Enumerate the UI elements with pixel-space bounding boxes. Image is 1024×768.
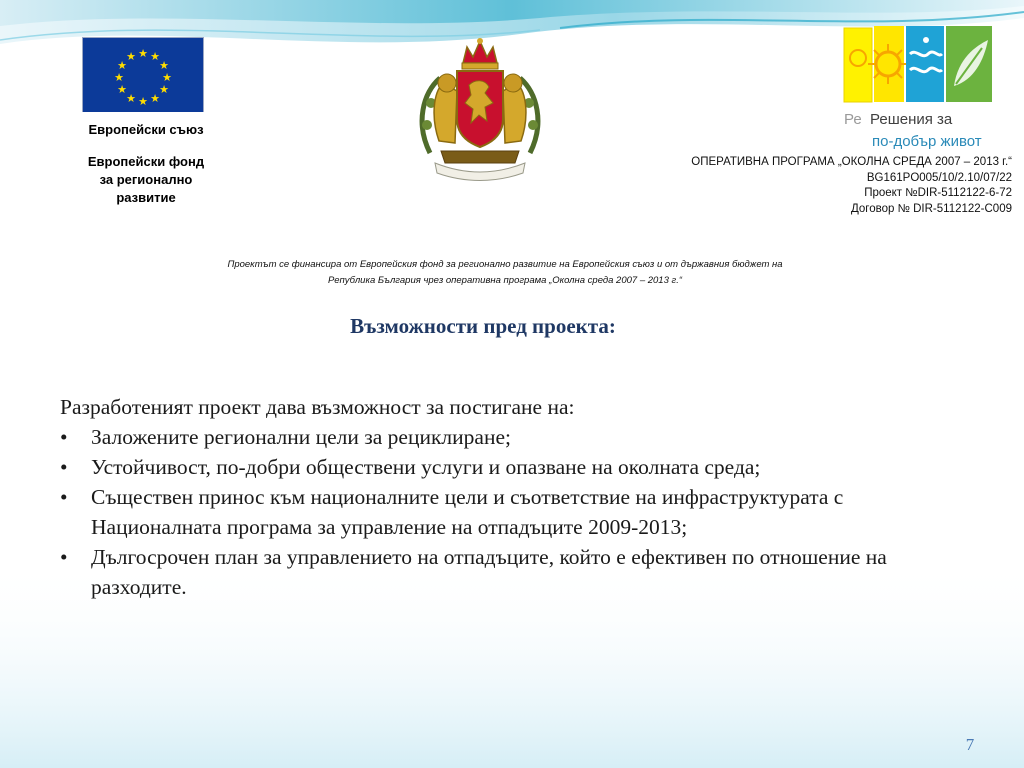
op-contract-number: Договор № DIR-5112122-C009 <box>850 202 1012 215</box>
bullet-item <box>60 542 970 602</box>
svg-text:★: ★ <box>126 50 136 63</box>
funding-line-1: Проектът се финансира от Европейския фонд за регионално развитие на Европейския съюз и от държавния бюджет на <box>227 259 783 270</box>
op-logo-text-c: по-добър живот <box>872 133 982 150</box>
svg-text:★: ★ <box>159 83 169 96</box>
bullet-text: Дългосрочен план за управлението на отпадъците, който е ефективен по отношение на разходите. <box>91 545 887 599</box>
bullet-text: Устойчивост, по-добри обществени услуги и опазване на околната среда; <box>91 455 761 479</box>
svg-text:★: ★ <box>114 71 124 84</box>
svg-text:★: ★ <box>150 50 160 63</box>
eu-fund-label: Европейски фонд за регионално развитие <box>87 154 205 205</box>
slide-body <box>60 392 970 602</box>
op-info-block <box>582 155 1012 217</box>
bullet-text: Заложените регионални цели за рециклиране; <box>91 425 511 449</box>
op-project-number: Проект №DIR-5112122-6-72 <box>864 187 1012 199</box>
svg-text:★: ★ <box>162 71 172 84</box>
op-environment-logo <box>842 24 1024 152</box>
op-program-title: ОПЕРАТИВНА ПРОГРАМА „ОКОЛНА СРЕДА 2007 – 2013 г.“ <box>691 156 1012 168</box>
op-program-code: BG161PO005/10/2.10/07/22 <box>866 171 1012 184</box>
funding-line-2: Република България чрез оперативна програма „Околна среда 2007 – 2013 г.“ <box>327 275 682 286</box>
bullet-item <box>60 452 970 482</box>
svg-text:★: ★ <box>117 59 127 72</box>
bullet-item <box>60 422 970 452</box>
bullet-dot-icon: • <box>60 485 68 509</box>
bullet-item <box>60 482 970 542</box>
funding-statement <box>150 257 860 289</box>
svg-text:★: ★ <box>138 47 148 60</box>
svg-text:★: ★ <box>150 92 160 105</box>
bullet-dot-icon: • <box>60 425 68 449</box>
slide-title: Възможности пред проекта: <box>350 314 616 338</box>
body-intro: Разработеният проект дава възможност за постигане на: <box>60 395 575 419</box>
svg-text:★: ★ <box>126 92 136 105</box>
eu-stars-icon <box>83 38 203 116</box>
svg-text:★: ★ <box>117 83 127 96</box>
eu-labels <box>60 112 232 212</box>
op-logo-text-b: Решения за <box>870 111 953 128</box>
svg-text:★: ★ <box>159 59 169 72</box>
bullet-text: Съществен принос към националните цели и съответствие на инфраструктурата с Националната програма за управление на отпадъците 2009-2013; <box>91 485 844 539</box>
op-environment-logo-icon <box>842 24 1024 152</box>
svg-text:★: ★ <box>138 95 148 108</box>
bullet-dot-icon: • <box>60 545 68 569</box>
eu-flag <box>82 37 204 117</box>
op-logo-text-a: Ре <box>844 111 862 128</box>
bullet-list <box>60 422 970 602</box>
bullet-dot-icon: • <box>60 455 68 479</box>
page-number: 7 <box>965 735 975 754</box>
bulgaria-coat-of-arms-icon <box>405 33 555 183</box>
eu-union-label: Европейски съюз <box>88 122 204 137</box>
